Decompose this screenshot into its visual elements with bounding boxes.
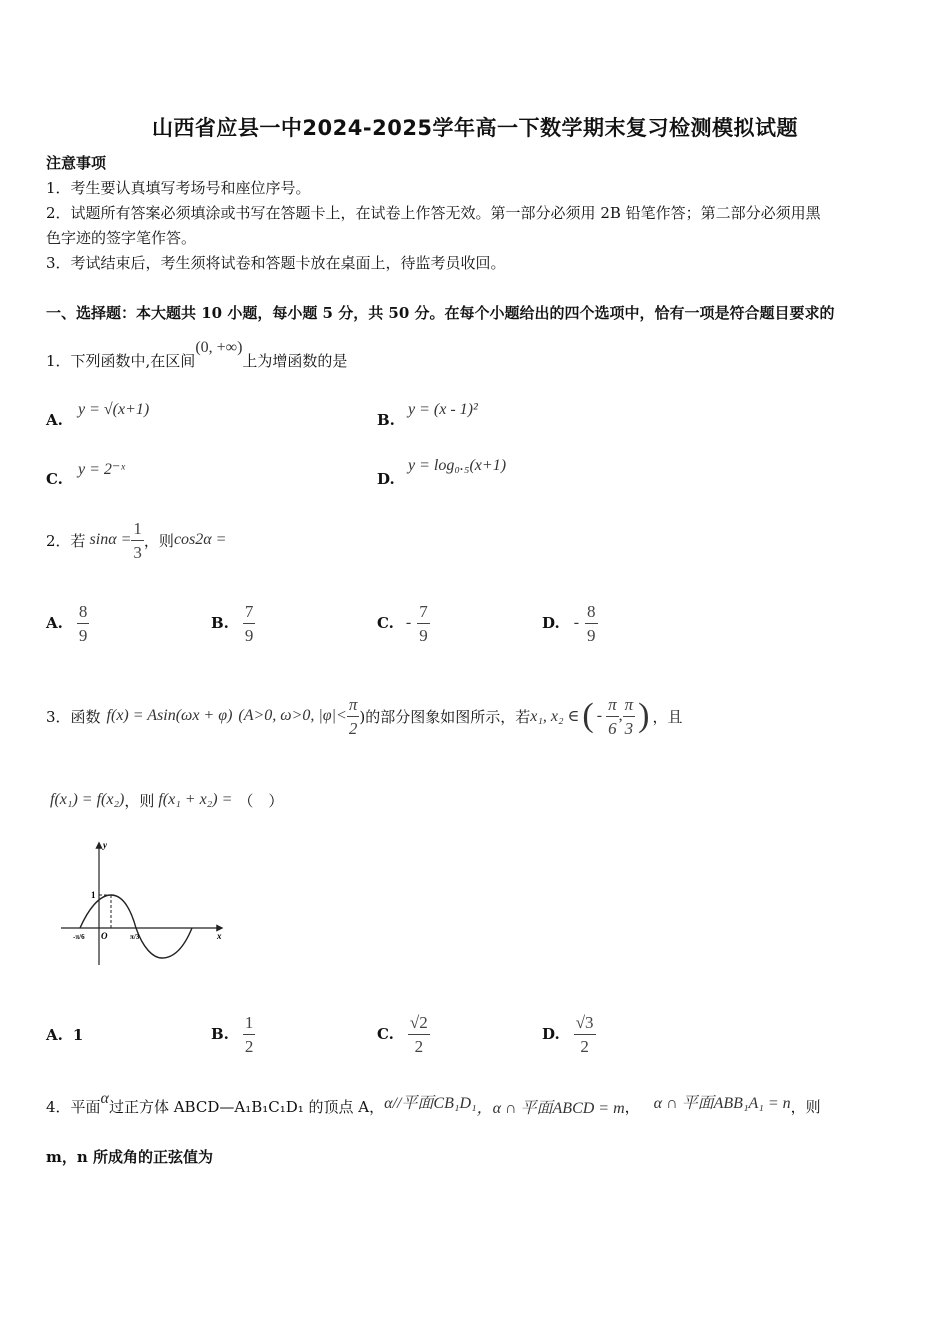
y-one-label: 1 xyxy=(91,890,96,900)
question-4: 4．平面 α 过正方体 ABCD—A₁B₁C₁D₁ 的顶点 A， α//平面CB₁D₁ ，α ∩ 平面ABCD = m ， α ∩ 平面ABB₁A₁ = n ，则 xyxy=(46,1090,821,1117)
q2-option-d: D. - $\frac{8}{9}$ xyxy=(542,601,596,645)
question-3: 3．函数 f(x) = Asin(ωx + φ) (A>0, ω>0, |φ|< $\frac{\pi}{2}$ )的部分图象如图所示，若 x₁, x₂ ∈ ( - $\frac{\pi}{6}$ , $\frac{\pi}{3}$ ) ，且 xyxy=(46,694,683,738)
notice-item: 色字迹的签字笔作答。 xyxy=(46,229,197,247)
q1-interval: (0, +∞) xyxy=(195,339,243,356)
neg-tick-label: -π/6 xyxy=(73,933,85,941)
q3-option-a: A. 1 xyxy=(46,1026,84,1044)
q3-line2: f(x₁) = f(x₂) ，则 f(x₁ + x₂) = （ ） xyxy=(50,791,284,810)
section-heading: 一、选择题：本大题共 10 小题，每小题 5 分，共 50 分。在每个小题给出的四个选项中，恰有一项是符合题目要求的 xyxy=(46,304,835,322)
q3-option-b: B. $\frac{1}{2}$ xyxy=(211,1012,254,1056)
notice-item: 2．试题所有答案必须填涂或书写在答题卡上，在试卷上作答无效。第一部分必须用 2B 铅笔作答；第二部分必须用黑 xyxy=(46,204,821,222)
option-label: D. xyxy=(377,470,395,488)
option-expr: y = √(x+1) xyxy=(78,401,150,418)
q3-cond: (A>0, ω>0, |φ|< xyxy=(238,707,347,724)
q3-vars: x₁, x₂ ∈ xyxy=(530,708,580,725)
q2-option-b: B. $\frac{7}{9}$ xyxy=(211,601,254,645)
page-title: 山西省应县一中2024-2025学年高一下数学期末复习检测模拟试题 xyxy=(151,116,799,140)
option-expr: y = 2⁻ˣ xyxy=(78,461,125,478)
question-1 xyxy=(46,339,348,371)
question-2 xyxy=(46,515,226,565)
q3-option-c: C. $\frac{√2}{2}$ xyxy=(377,1012,428,1056)
sine-graph xyxy=(55,835,230,970)
option-expr: y = (x - 1)² xyxy=(408,401,478,418)
notice-item: 3．考试结束后，考生须将试卷和答题卡放在桌面上，待监考员收回。 xyxy=(46,254,506,272)
option-expr: y = log₀.₅(x+1) xyxy=(408,457,507,474)
q2-mid: ，则 xyxy=(143,531,174,550)
q2-cond: sinα = xyxy=(89,531,132,548)
q2-ask: cos2α = xyxy=(173,531,227,548)
x-label: x xyxy=(217,931,222,941)
pos-tick-label: π/3 xyxy=(130,933,140,941)
option-label: A. xyxy=(46,411,63,429)
q2-option-c: C. - $\frac{7}{9}$ xyxy=(377,601,428,645)
q2-frac: $\frac{1}{3}$ xyxy=(133,518,142,562)
q1-suffix: 上为增函数的是 xyxy=(242,352,348,370)
q4-line2: m，n 所成角的正弦值为 xyxy=(46,1148,214,1166)
sine-curve xyxy=(80,895,192,958)
q2-prefix: 2．若 xyxy=(46,531,86,550)
q2-option-a: A. $\frac{8}{9}$ xyxy=(46,601,88,645)
option-label: C. xyxy=(46,470,63,488)
y-label: y xyxy=(103,840,107,850)
q3-func: f(x) = Asin(ωx + φ) xyxy=(106,707,233,724)
origin-label: O xyxy=(101,931,108,941)
q1-prefix: 1．下列函数中,在区间 xyxy=(46,352,196,370)
notice-heading: 注意事项 xyxy=(46,154,107,172)
notice-item: 1．考生要认真填写考场号和座位序号。 xyxy=(46,179,311,197)
q3-option-d: D. $\frac{√3}{2}$ xyxy=(542,1012,594,1056)
option-label: B. xyxy=(377,411,395,429)
